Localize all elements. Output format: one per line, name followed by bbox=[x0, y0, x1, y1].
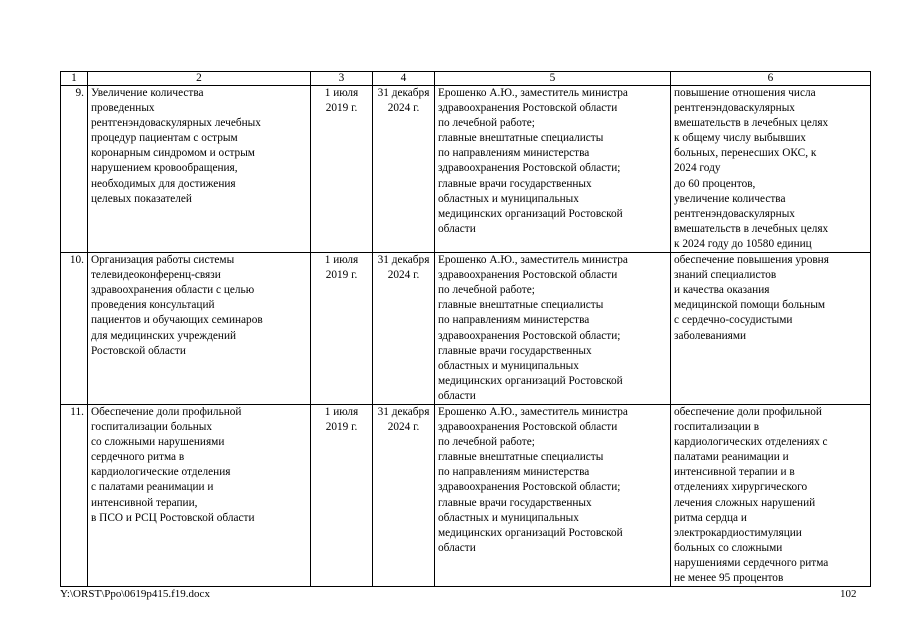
page-number: 102 bbox=[840, 588, 857, 600]
activity-cell: Обеспечение доли профильной госпитализации больных со сложными нарушениями сердечного ритма в кардиологические отделения с палатами реанимации и интенсивной терапии, в ПСО и РСЦ Ростовской области bbox=[88, 404, 311, 586]
table-row bbox=[61, 404, 871, 586]
column-header-5: 5 bbox=[435, 72, 671, 86]
start-date-cell: 1 июля 2019 г. bbox=[311, 253, 373, 405]
row-number: 11. bbox=[61, 404, 88, 586]
column-header-1: 1 bbox=[61, 72, 88, 86]
result-cell: повышение отношения числа рентгенэндоваскулярных вмешательств в лечебных целях к общему числу выбывших больных, перенесших ОКС, к 2024 году до 60 процентов, увеличение количества рентгенэндоваскулярных вмешательств в лечебных целях к 2024 году до 10580 единиц bbox=[671, 86, 871, 253]
result-cell: обеспечение повышения уровня знаний специалистов и качества оказания медицинской помощи больным с сердечно-сосудистыми заболеваниями bbox=[671, 253, 871, 405]
row-number: 10. bbox=[61, 253, 88, 405]
responsible-cell: Ерошенко А.Ю., заместитель министра здравоохранения Ростовской области по лечебной работе; главные внештатные специалисты по направлениям министерства здравоохранения Ростовской области; главные врачи государственных областных и муниципальных медицинских организаций Ростовской области bbox=[435, 404, 671, 586]
start-date-cell: 1 июля 2019 г. bbox=[311, 86, 373, 253]
table-row bbox=[61, 253, 871, 405]
end-date-cell: 31 декабря 2024 г. bbox=[373, 253, 435, 405]
footer-file-path: Y:\ORST\Ppo\0619p415.f19.docx bbox=[60, 588, 210, 600]
responsible-cell: Ерошенко А.Ю., заместитель министра здравоохранения Ростовской области по лечебной работе; главные внештатные специалисты по направлениям министерства здравоохранения Ростовской области; главные врачи государственных областных и муниципальных медицинских организаций Ростовской области bbox=[435, 253, 671, 405]
activity-cell: Увеличение количества проведенных рентгенэндоваскулярных лечебных процедур пациентам с острым коронарным синдромом и острым нарушением кровообращения, необходимых для достижения целевых показателей bbox=[88, 86, 311, 253]
table-row bbox=[61, 86, 871, 253]
column-header-2: 2 bbox=[88, 72, 311, 86]
responsible-cell: Ерошенко А.Ю., заместитель министра здравоохранения Ростовской области по лечебной работе; главные внештатные специалисты по направлениям министерства здравоохранения Ростовской области; главные врачи государственных областных и муниципальных медицинских организаций Ростовской области bbox=[435, 86, 671, 253]
table-header-row bbox=[61, 72, 871, 86]
column-header-3: 3 bbox=[311, 72, 373, 86]
activity-cell: Организация работы системы телевидеоконференц-связи здравоохранения области с целью проведения консультаций пациентов и обучающих семинаров для медицинских учреждений Ростовской области bbox=[88, 253, 311, 405]
start-date-cell: 1 июля 2019 г. bbox=[311, 404, 373, 586]
plan-table bbox=[60, 71, 871, 587]
end-date-cell: 31 декабря 2024 г. bbox=[373, 404, 435, 586]
column-header-6: 6 bbox=[671, 72, 871, 86]
row-number: 9. bbox=[61, 86, 88, 253]
column-header-4: 4 bbox=[373, 72, 435, 86]
result-cell: обеспечение доли профильной госпитализации в кардиологических отделениях с палатами реанимации и интенсивной терапии и в отделениях хирургического лечения сложных нарушений ритма сердца и электрокардиостимуляции больных со сложными нарушениями сердечного ритма не менее 95 процентов bbox=[671, 404, 871, 586]
end-date-cell: 31 декабря 2024 г. bbox=[373, 86, 435, 253]
